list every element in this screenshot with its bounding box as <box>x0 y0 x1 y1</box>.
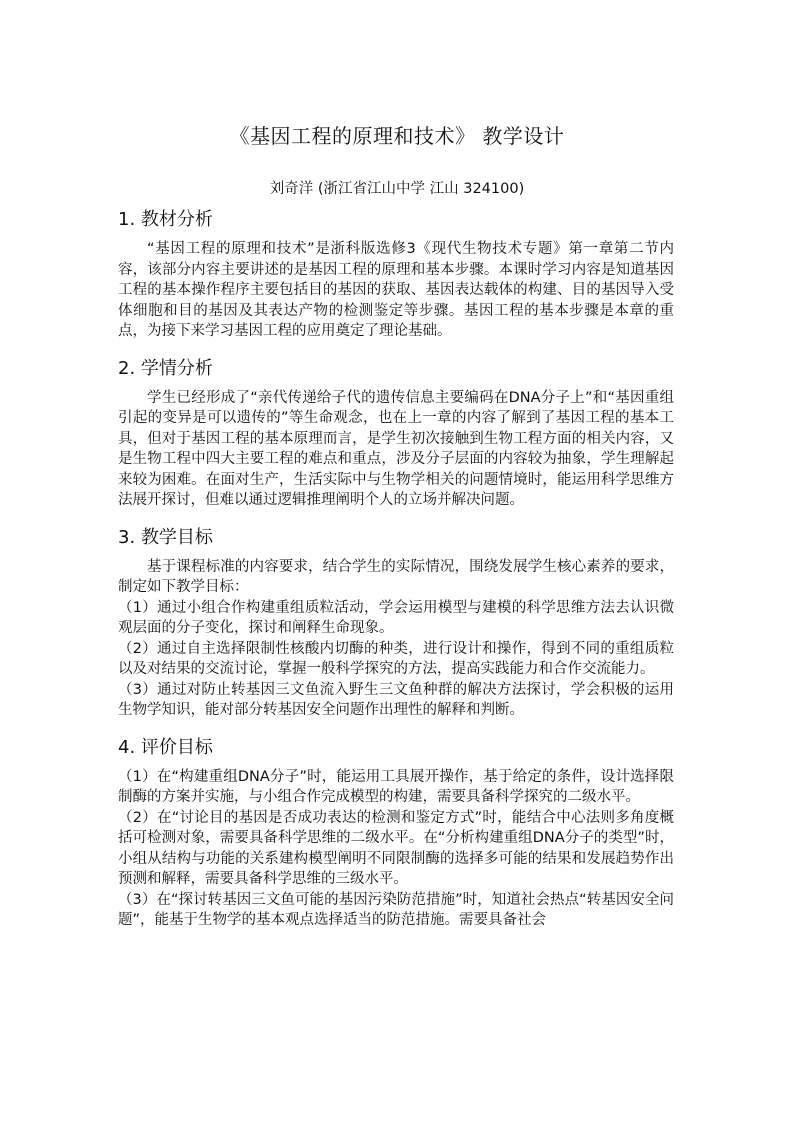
paragraph: 基于课程标准的内容要求，结合学生的实际情况，围绕发展学生核心素养的要求，制定如下教学目标： <box>118 558 674 595</box>
section-textbook-analysis <box>118 207 674 342</box>
section-heading: 1. 教材分析 <box>118 209 213 230</box>
section-heading: 2. 学情分析 <box>118 357 213 379</box>
evaluation-item: （3）在“探讨转基因三文鱼可能的基因污染防范措施”时，知道社会热点“转基因安全问题”，能基于生物学的基本观点选择适当的防范措施。需要具备社会 <box>118 891 674 928</box>
section-teaching-goals <box>118 525 674 721</box>
document-body <box>118 207 674 931</box>
author-line: 刘奇洋 (浙江省江山中学 江山 324100) <box>269 181 525 197</box>
section-student-analysis <box>118 356 674 511</box>
section-evaluation-goals <box>118 735 674 931</box>
paragraph: 学生已经形成了“亲代传递给子代的遗传信息主要编码在DNA分子上”和“基因重组引起的变异是可以遗传的”等生命观念，也在上一章的内容了解到了基因工程的基本工具，但对于基因工程的基本原理而言，是学生初次接触到生物工程方面的相关内容，又是生物工程中四大主要工程的难点和重点，涉及分子层面的内容较为抽象，学生理解起来较为困难。在面对生产，生活实际中与生物学相关的问题情境时，能运用科学思维方法展开探讨，但难以通过逻辑推理阐明个人的立场并解决问题。 <box>118 389 674 508</box>
paragraph: “基因工程的原理和技术”是浙科版选修3《现代生物技术专题》第一章第二节内容，该部分内容主要讲述的是基因工程的原理和基本步骤。本课时学习内容是知道基因工程的基本操作程序主要包括目的基因的获取、基因表达载体的构建、目的基因导入受体细胞和目的基因及其表达产物的检测鉴定等步骤。基因工程的基本步骤是本章的重点，为接下来学习基因工程的应用奠定了理论基础。 <box>118 241 674 339</box>
goal-item: （2）通过自主选择限制性核酸内切酶的种类，进行设计和操作，得到不同的重组质粒以及对结果的交流讨论，掌握一般科学探究的方法，提高实践能力和合作交流能力。 <box>118 640 674 677</box>
goal-item: （3）通过对防止转基因三文鱼流入野生三文鱼种群的解决方法探讨，学会积极的运用生物学知识，能对部分转基因安全问题作出理性的解释和判断。 <box>118 681 674 718</box>
evaluation-item: （2）在“讨论目的基因是否成功表达的检测和鉴定方式”时，能结合中心法则多角度概括可检测对象，需要具备科学思维的二级水平。在“分析构建重组DNA分子的类型”时，小组从结构与功能的关系建构模型阐明不同限制酶的选择多可能的结果和发展趋势作出预测和解释，需要具备科学思维的三级水平。 <box>118 809 674 887</box>
evaluation-item: （1）在“构建重组DNA分子”时，能运用工具展开操作，基于给定的条件，设计选择限制酶的方案并实施，与小组合作完成模型的构建，需要具备科学探究的二级水平。 <box>118 768 674 805</box>
goal-item: （1）通过小组合作构建重组质粒活动，学会运用模型与建模的科学思维方法去认识微观层面的分子变化，探讨和阐释生命现象。 <box>118 599 674 636</box>
section-heading: 3. 教学目标 <box>118 526 213 548</box>
section-heading: 4. 评价目标 <box>118 736 213 758</box>
document-title: 《基因工程的原理和技术》 教学设计 <box>229 124 565 148</box>
